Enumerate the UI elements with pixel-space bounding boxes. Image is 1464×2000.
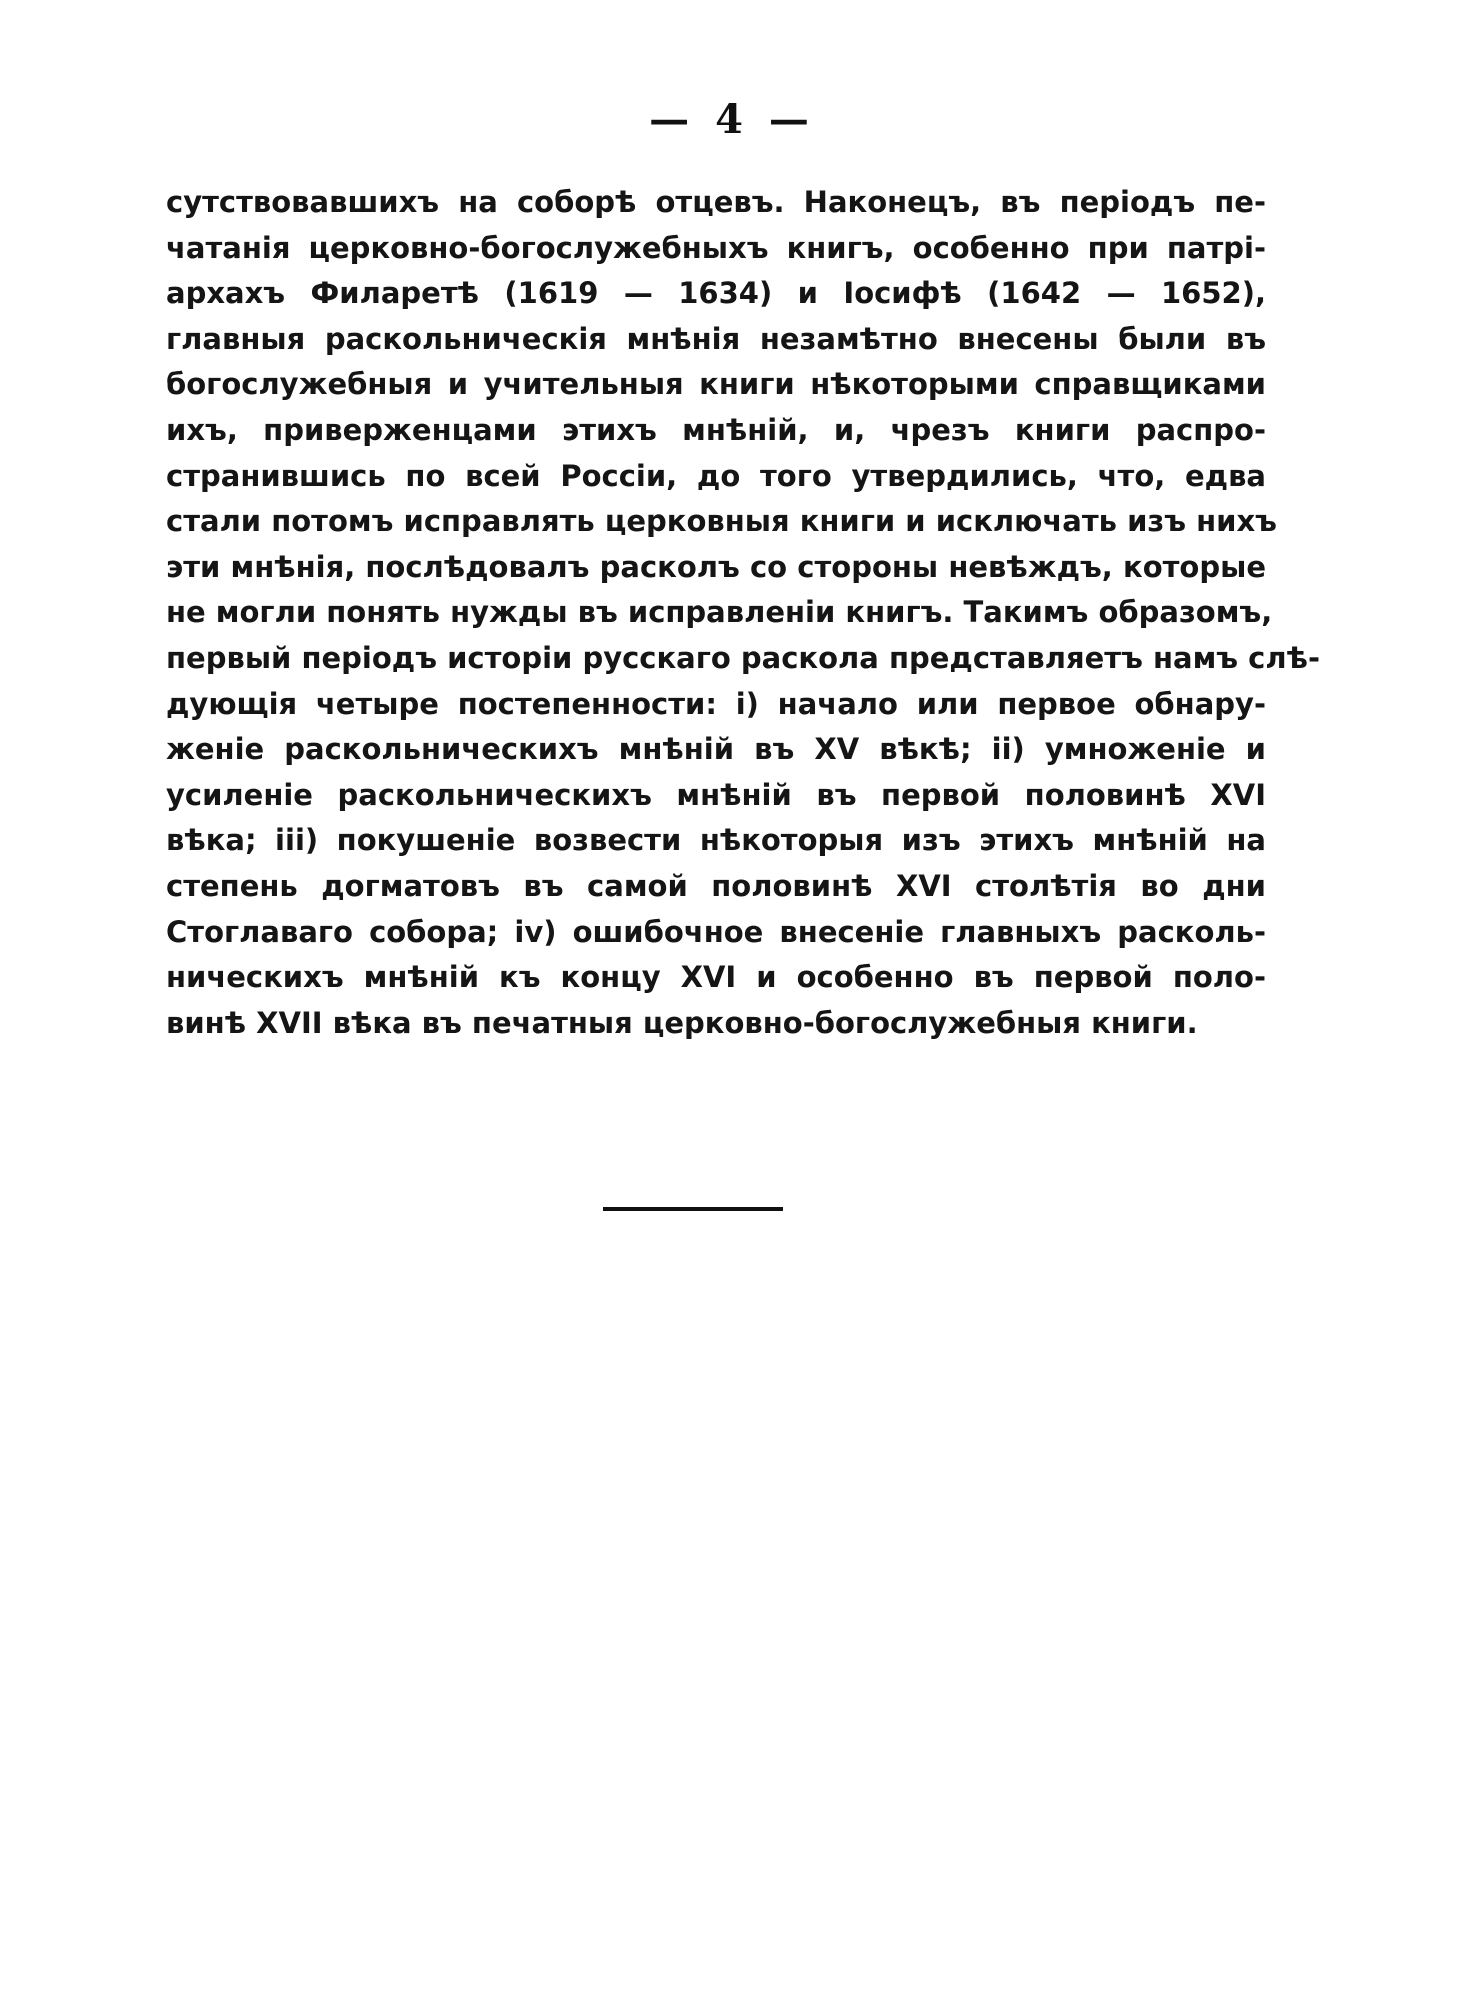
text-line: чатанія церковно-богослужебныхъ книгъ, особенно при патрі- xyxy=(166,230,1266,265)
body-text xyxy=(166,180,1320,1046)
text-line: усиленіе раскольническихъ мнѣній въ первой половинѣ XVI xyxy=(166,777,1266,812)
text-line: дующія четыре постепенности: i) начало или первое обнару- xyxy=(166,686,1266,721)
text-line: Стоглаваго собора; iv) ошибочное внесеніе главныхъ расколь- xyxy=(166,914,1266,949)
text-line: странившись по всей Россіи, до того утвердились, что, едва xyxy=(166,458,1266,493)
page-number: — 4 — xyxy=(649,96,815,143)
text-line: богослужебныя и учительныя книги нѣкоторыми справщиками xyxy=(166,367,1266,402)
text-line: не могли понять нужды въ исправленіи книгъ. Такимъ образомъ, xyxy=(166,595,1273,630)
text-line: стали потомъ исправлять церковныя книги и исключать изъ нихъ xyxy=(166,504,1277,539)
text-line: женіе раскольническихъ мнѣній въ XV вѣкѣ; ii) умноженіе и xyxy=(166,732,1266,767)
text-line: степень догматовъ въ самой половинѣ XVI столѣтія во дни xyxy=(166,868,1266,903)
text-line: ихъ, приверженцами этихъ мнѣній, и, чрезъ книги распро- xyxy=(166,412,1266,447)
text-line: вѣка; iii) покушеніе возвести нѣкоторыя изъ этихъ мнѣній на xyxy=(166,823,1266,858)
text-line: первый періодъ исторіи русскаго раскола представляетъ намъ слѣ- xyxy=(166,640,1320,675)
text-line: эти мнѣнія, послѣдовалъ расколъ со стороны невѣждъ, которые xyxy=(166,549,1266,584)
text-line: сутствовавшихъ на соборѣ отцевъ. Наконецъ, въ періодъ пе- xyxy=(166,185,1266,219)
text-line: главныя раскольническія мнѣнія незамѣтно внесены были въ xyxy=(166,321,1266,356)
section-end-rule xyxy=(603,1207,783,1211)
text-line: архахъ Филаретѣ (1619 — 1634) и Іосифѣ (1642 — 1652), xyxy=(166,276,1266,311)
text-line: винѣ XVII вѣка въ печатныя церковно-богослужебныя книги. xyxy=(166,1005,1198,1040)
text-line: ническихъ мнѣній къ концу XVI и особенно въ первой поло- xyxy=(166,960,1266,995)
